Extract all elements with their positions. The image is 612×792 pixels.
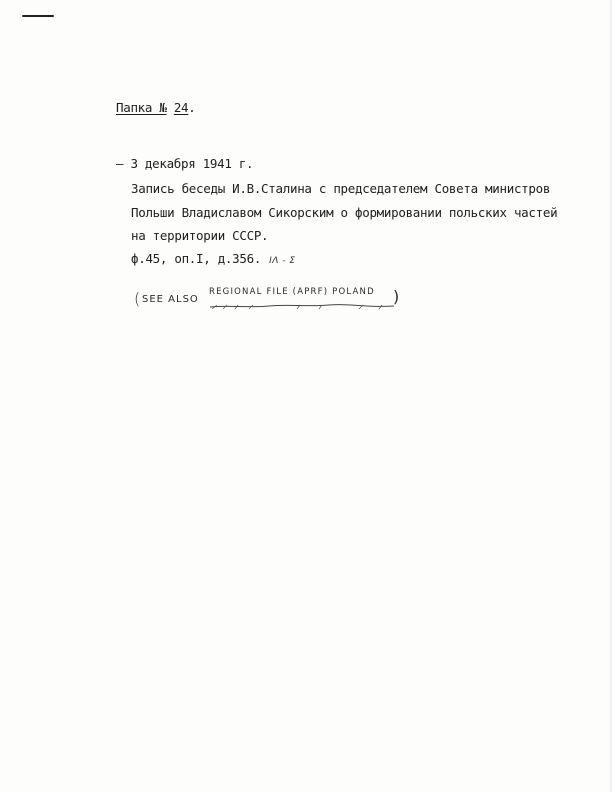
archive-reference-text: ф.45, оп.I, д.356. bbox=[131, 251, 262, 266]
entry-date: – 3 декабря 1941 г. bbox=[116, 156, 254, 171]
folder-title-suffix: . bbox=[188, 100, 196, 115]
folder-title-prefix: Папка № bbox=[116, 100, 167, 115]
handwritten-see-also: SEE ALSO bbox=[142, 294, 199, 305]
entry-description-line-1: Запись беседы И.В.Сталина с председателем Совета министров bbox=[131, 181, 551, 196]
handwritten-open-paren: ( bbox=[134, 289, 141, 308]
archive-reference-handwritten: ΙΛ - Σ bbox=[269, 256, 296, 266]
entry-description-line-3: на территории СССР. bbox=[131, 228, 269, 243]
folder-title bbox=[116, 100, 196, 115]
corner-dash-mark bbox=[22, 15, 54, 17]
handwritten-regional-file: REGIONAL FILE (APRF) POLAND bbox=[209, 287, 375, 297]
folder-title-number: 24 bbox=[173, 100, 189, 115]
handwritten-strikethrough-scribble bbox=[209, 302, 395, 310]
entry-description-line-2: Польши Владиславом Сикорским о формировании польских частей bbox=[131, 205, 558, 220]
archive-reference bbox=[131, 251, 296, 266]
handwritten-close-paren: ) bbox=[393, 287, 400, 306]
